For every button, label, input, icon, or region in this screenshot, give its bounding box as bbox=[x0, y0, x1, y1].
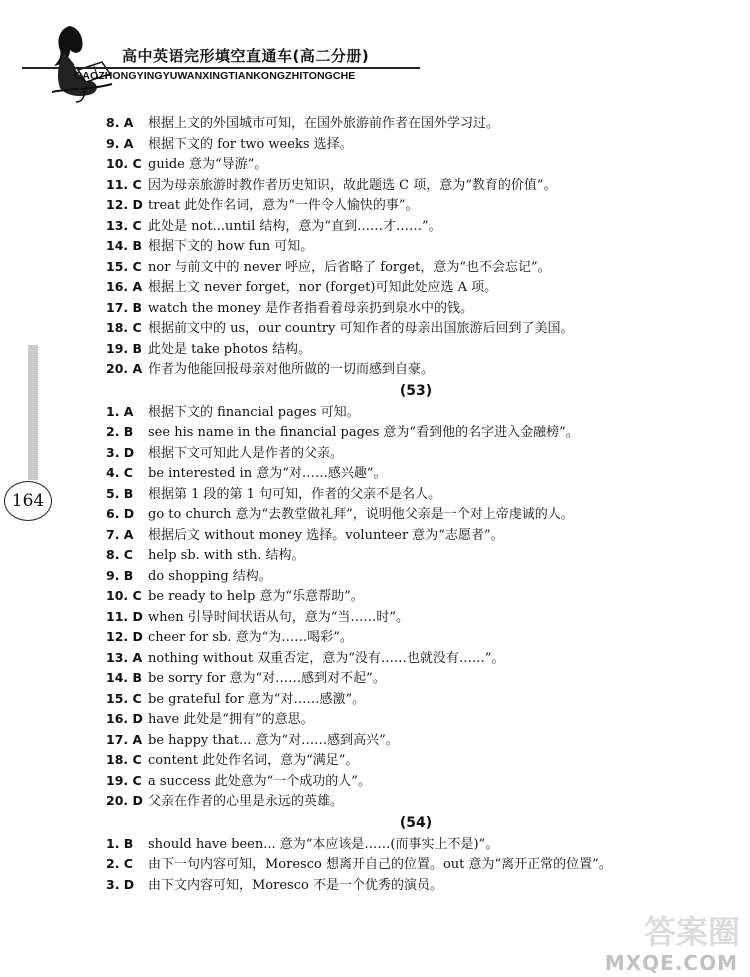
answer-explanation: guide 意为“导游”。 bbox=[148, 157, 268, 172]
answer-explanation: when 引导时间状语从句，意为“当……时”。 bbox=[148, 609, 409, 625]
answer-item bbox=[106, 484, 706, 505]
answer-number: 14. B bbox=[106, 238, 143, 253]
answer-explanation: 根据下文的 how fun 可知。 bbox=[148, 239, 314, 254]
answer-number: 18. C bbox=[106, 752, 142, 767]
answer-item bbox=[106, 113, 706, 134]
answer-item bbox=[106, 834, 706, 855]
answer-number: 13. A bbox=[106, 649, 143, 665]
answer-explanation: nothing without 双重否定，意为“没有……也就没有……”。 bbox=[148, 650, 505, 666]
answer-explanation: treat 此处作名词，意为“一件令人愉快的事”。 bbox=[148, 198, 419, 213]
answer-number: 18. C bbox=[106, 320, 142, 335]
answer-explanation: 根据上文 never forget，nor (forget)可知此处应选 A 项。 bbox=[148, 280, 498, 295]
answer-number: 3. D bbox=[106, 876, 135, 892]
answer-explanation: 此处是 take photos 结构。 bbox=[148, 341, 312, 357]
answer-item bbox=[106, 463, 706, 484]
answer-explanation: cheer for sb. 意为“为……喝彩”。 bbox=[148, 630, 353, 645]
answer-item bbox=[106, 586, 706, 607]
section-heading: (54) bbox=[399, 814, 433, 831]
answer-item bbox=[106, 730, 706, 751]
answer-item bbox=[106, 195, 706, 216]
watermark-logo: 答案圈 bbox=[643, 913, 740, 951]
answer-number: 16. D bbox=[106, 711, 143, 726]
answer-item bbox=[106, 339, 706, 360]
answer-explanation: do shopping 结构。 bbox=[148, 568, 272, 584]
answer-explanation: see his name in the financial pages 意为“看到他的名字进入金融榜”。 bbox=[148, 425, 579, 440]
answer-number: 16. A bbox=[106, 279, 143, 294]
answer-item bbox=[106, 175, 706, 196]
answer-item bbox=[106, 236, 706, 257]
page-number: 164 bbox=[4, 481, 52, 521]
book-title-pinyin: GAOZHONGYINGYUWANXINGTIANKONGZHITONGCHE bbox=[74, 70, 356, 82]
answer-number: 1. B bbox=[106, 835, 134, 851]
answer-number: 12. D bbox=[106, 629, 143, 644]
answer-number: 15. C bbox=[106, 258, 142, 274]
answer-item bbox=[106, 154, 706, 175]
answer-number: 8. C bbox=[106, 547, 133, 562]
answer-explanation: 由下文内容可知，Moresco 不是一个优秀的演员。 bbox=[148, 877, 443, 893]
answer-explanation: be happy that... 意为“对……感到高兴”。 bbox=[148, 732, 399, 748]
answer-number: 9. B bbox=[106, 567, 134, 583]
answer-item bbox=[106, 771, 706, 792]
answer-explanation: 根据下文可知此人是作者的父亲。 bbox=[148, 445, 344, 461]
answer-number: 17. B bbox=[106, 299, 143, 315]
answer-list bbox=[106, 113, 706, 895]
answer-item bbox=[106, 504, 706, 525]
answer-number: 9. A bbox=[106, 135, 134, 151]
book-title: 高中英语完形填空直通车(高二分册) bbox=[122, 47, 370, 65]
answer-item bbox=[106, 750, 706, 771]
answer-item bbox=[106, 402, 706, 423]
answer-item bbox=[106, 607, 706, 628]
answer-explanation: nor 与前文中的 never 呼应，后省略了 forget，意为“也不会忘记”。 bbox=[148, 259, 551, 275]
answer-item bbox=[106, 648, 706, 669]
answer-explanation: be sorry for 意为“对……感到对不起”。 bbox=[148, 671, 386, 686]
answer-number: 11. C bbox=[106, 176, 142, 192]
answer-item bbox=[106, 277, 706, 298]
answer-item bbox=[106, 566, 706, 587]
answer-item bbox=[106, 791, 706, 812]
answer-item bbox=[106, 689, 706, 710]
answer-number: 10. C bbox=[106, 588, 142, 603]
answer-number: 4. C bbox=[106, 465, 133, 480]
answer-explanation: a success 此处意为“一个成功的人”。 bbox=[148, 773, 371, 789]
answer-explanation: go to church 意为“去教堂做礼拜”，说明他父亲是一个对上帝虔诚的人。 bbox=[148, 507, 574, 522]
answer-number: 13. C bbox=[106, 217, 142, 233]
answer-number: 7. A bbox=[106, 526, 134, 542]
answer-explanation: be interested in 意为“对……感兴趣”。 bbox=[148, 466, 387, 481]
watermark-url: MXQE.COM bbox=[604, 951, 738, 975]
answer-item bbox=[106, 627, 706, 648]
answer-number: 17. A bbox=[106, 731, 143, 747]
answer-item bbox=[106, 545, 706, 566]
answer-explanation: 根据后文 without money 选择。volunteer 意为“志愿者”。 bbox=[148, 527, 504, 543]
answer-item bbox=[106, 875, 706, 896]
answer-number: 10. C bbox=[106, 156, 142, 171]
answer-item bbox=[106, 134, 706, 155]
answer-explanation: 因为母亲旅游时教作者历史知识，故此题选 C 项，意为“教育的价值”。 bbox=[148, 177, 557, 193]
answer-item bbox=[106, 443, 706, 464]
binding-strip bbox=[28, 345, 38, 480]
answer-number: 20. D bbox=[106, 793, 143, 808]
section-heading: (53) bbox=[399, 382, 433, 399]
answer-item bbox=[106, 525, 706, 546]
answer-explanation: 根据前文中的 us，our country 可知作者的母亲出国旅游后回到了美国。 bbox=[148, 321, 574, 336]
answer-explanation: 由下一句内容可知，Moresco 想离开自己的位置。out 意为“离开正常的位置”。 bbox=[148, 857, 612, 872]
answer-number: 14. B bbox=[106, 670, 143, 685]
answer-number: 19. B bbox=[106, 340, 143, 356]
answer-explanation: be ready to help 意为“乐意帮助”。 bbox=[148, 589, 364, 604]
answer-number: 20. A bbox=[106, 361, 143, 376]
answer-number: 19. C bbox=[106, 772, 142, 788]
answer-item bbox=[106, 216, 706, 237]
answer-number: 8. A bbox=[106, 115, 134, 130]
header-rule bbox=[22, 67, 420, 69]
answer-explanation: 根据下文的 for two weeks 选择。 bbox=[148, 136, 353, 152]
answer-item bbox=[106, 854, 706, 875]
answer-number: 2. B bbox=[106, 424, 134, 439]
answer-explanation: help sb. with sth. 结构。 bbox=[148, 548, 305, 563]
answer-explanation: watch the money 是作者指看着母亲扔到泉水中的钱。 bbox=[148, 300, 474, 316]
answer-item bbox=[106, 668, 706, 689]
answer-explanation: 根据第 1 段的第 1 句可知，作者的父亲不是名人。 bbox=[148, 486, 442, 502]
answer-explanation: 父亲在作者的心里是永远的英雄。 bbox=[148, 794, 344, 809]
answer-item bbox=[106, 318, 706, 339]
answer-number: 11. D bbox=[106, 608, 143, 624]
answer-explanation: 此处是 not...until 结构，意为“直到……才……”。 bbox=[148, 218, 442, 234]
answer-item bbox=[106, 709, 706, 730]
answer-explanation: content 此处作名词，意为“满足”。 bbox=[148, 753, 359, 768]
answer-number: 2. C bbox=[106, 856, 133, 871]
answer-item bbox=[106, 359, 706, 380]
answer-number: 15. C bbox=[106, 690, 142, 706]
answer-explanation: 根据上文的外国城市可知，在国外旅游前作者在国外学习过。 bbox=[148, 116, 500, 131]
answer-item bbox=[106, 257, 706, 278]
answer-number: 1. A bbox=[106, 403, 134, 419]
answer-item bbox=[106, 298, 706, 319]
answer-explanation: have 此处是“拥有”的意思。 bbox=[148, 712, 314, 727]
answer-number: 12. D bbox=[106, 197, 143, 212]
answer-explanation: be grateful for 意为“对……感激”。 bbox=[148, 691, 366, 707]
answer-explanation: should have been... 意为“本应该是……(而事实上不是)”。 bbox=[148, 836, 499, 852]
answer-number: 5. B bbox=[106, 485, 134, 501]
answer-number: 3. D bbox=[106, 444, 135, 460]
answer-item bbox=[106, 422, 706, 443]
answer-number: 6. D bbox=[106, 506, 135, 521]
answer-explanation: 作者为他能回报母亲对他所做的一切而感到自豪。 bbox=[148, 362, 435, 377]
answer-explanation: 根据下文的 financial pages 可知。 bbox=[148, 404, 360, 420]
reading-girl-logo-icon bbox=[40, 18, 124, 104]
